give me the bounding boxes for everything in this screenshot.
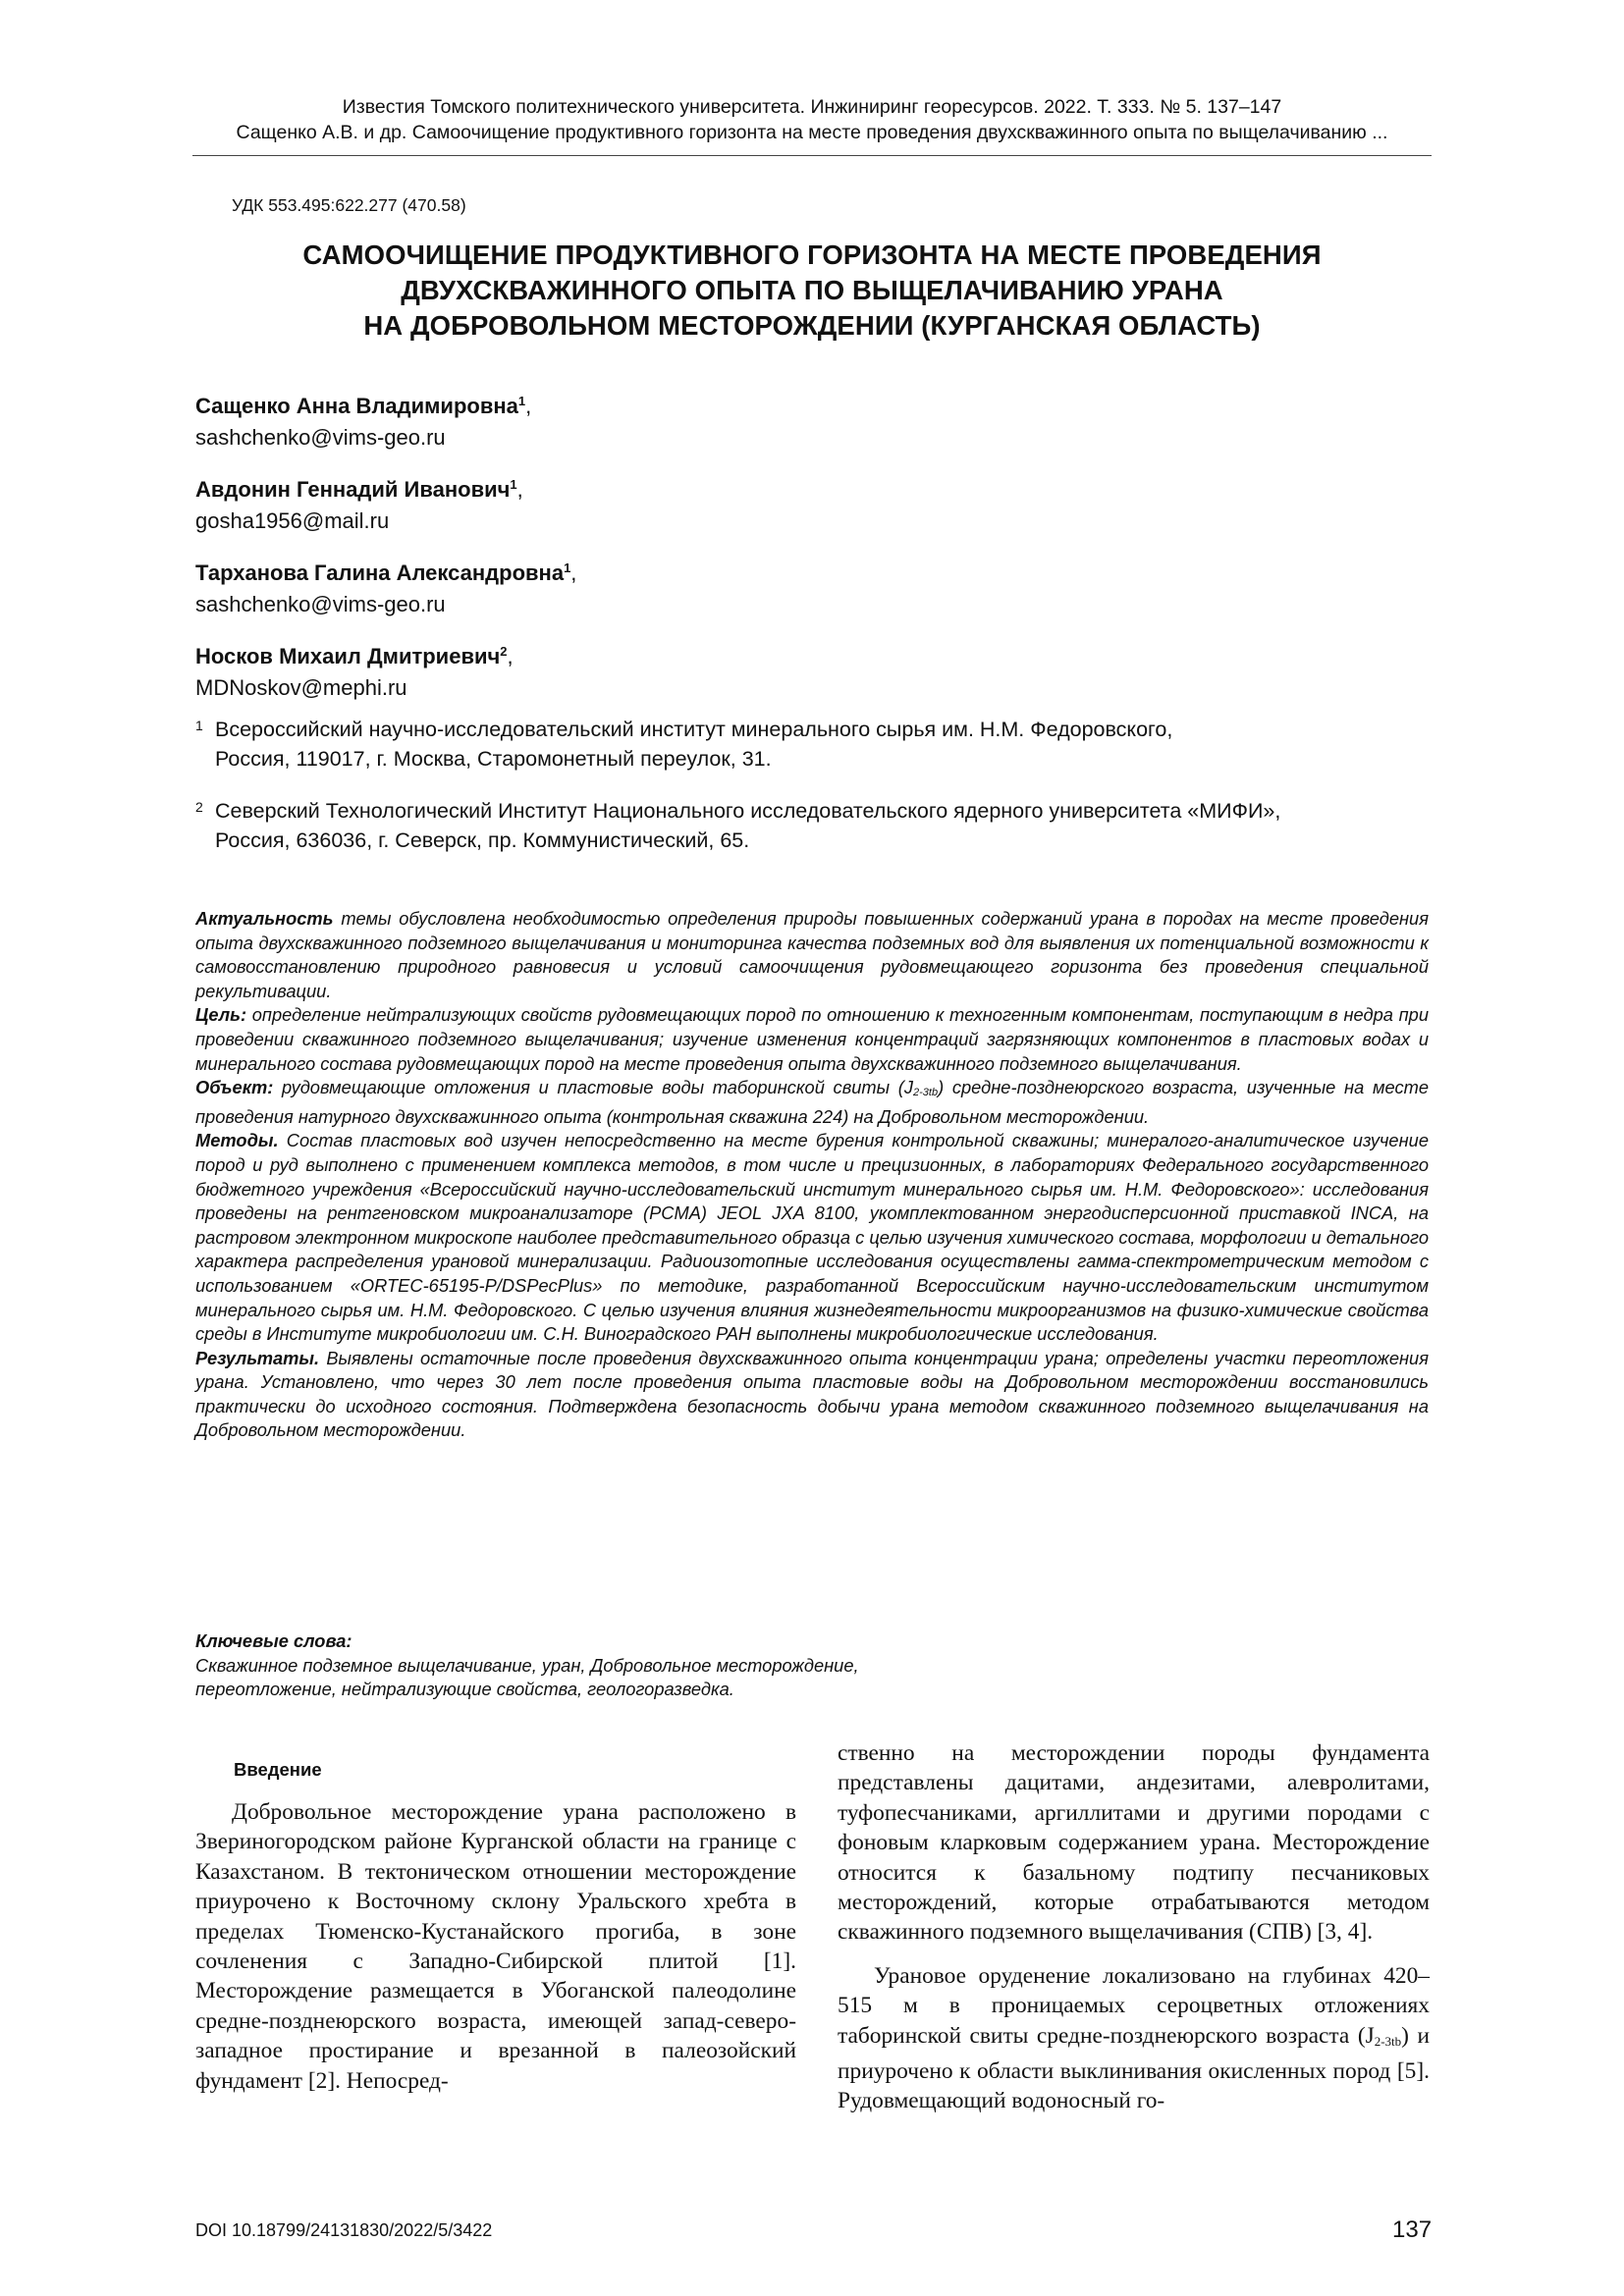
body-column-left xyxy=(195,1797,796,2096)
abstract-label: Цель: xyxy=(195,1004,247,1026)
abstract-results: Результаты. Выявлены остаточные после проведения двухскважинного опыта концентрации урана; определены участки переотложения урана. Установлено, что через 30 лет после проведения опыта пластовые воды на Добровольном месторождении восстановились практически до исходного состояния. Подтверждена безопасность добычи урана методом скважинного подземного выщелачивания на Добровольном месторождении. xyxy=(195,1347,1429,1441)
affiliation-entry xyxy=(195,796,1403,855)
affiliation-mark: 1 xyxy=(564,561,571,575)
paragraph: Урановое оруденение локализовано на глубинах 420–515 м в проницаемых сероцветных отложениях таборинской свиты средне-позднеюрского возраста $(J_{2-3tb})$ и приурочено к области выклинивания окисленных пород [5]. Рудовмещающий водоносный го- xyxy=(838,1962,1430,2114)
author-entry: Тарханова Галина Александровна$^1$, sashchenko@vims-geo.ru xyxy=(195,553,576,620)
section-heading: Введение xyxy=(234,1759,322,1780)
affiliation-line: Северский Технологический Институт Национального исследовательского ядерного университета «МИФИ», xyxy=(215,799,1281,823)
author-name: Авдонин Геннадий Иванович xyxy=(195,477,511,502)
affiliation-line: Россия, 119017, г. Москва, Старомонетный переулок, 31. xyxy=(215,747,772,771)
abstract xyxy=(195,907,1429,1443)
page-number: 137 xyxy=(1392,2216,1433,2243)
author-email[interactable]: sashchenko@vims-geo.ru xyxy=(195,425,446,450)
author-name: Сащенко Анна Владимировна xyxy=(195,394,518,418)
affiliation-line: Россия, 636036, г. Северск, пр. Коммунистический, 65. xyxy=(215,828,750,852)
keywords-line: переотложение, нейтрализующие свойства, геологоразведка. xyxy=(195,1679,734,1700)
keywords-line: Скважинное подземное выщелачивание, уран, Добровольное месторождение, xyxy=(195,1654,859,1676)
article-title xyxy=(192,238,1432,344)
abstract-label: Методы. xyxy=(195,1130,279,1151)
author-entry: Сащенко Анна Владимировна$^1$, sashchenko@vims-geo.ru xyxy=(195,386,531,454)
keywords-label: Ключевые слова: xyxy=(195,1630,352,1651)
abstract-label: Актуальность xyxy=(195,908,334,929)
abstract-aim: Цель: определение нейтрализующих свойств рудовмещающих пород по отношению к техногенным компонентам, поступающим в недра при проведении скважинного подземного выщелачивания; изучение изменения концентраций загрязняющих компонентов в пластовых водах и минерального состава рудовмещающих пород на месте проведения опыта двухскважинного подземного выщелачивания. xyxy=(195,1004,1429,1074)
affiliation-mark: 1 xyxy=(510,477,517,492)
doi[interactable]: DOI 10.18799/24131830/2022/5/3422 xyxy=(195,2220,493,2240)
abstract-object: Объект: рудовмещающие отложения и пластовые воды таборинской свиты $(J_{2-3tb})$ средне-позднеюрского возраста, изученные на месте проведения натурного двухскважинного опыта (контрольная скважина 224) на Добровольном месторождении. xyxy=(195,1077,1429,1127)
abstract-label: Объект: xyxy=(195,1077,274,1098)
title-line: ДВУХСКВАЖИННОГО ОПЫТА ПО ВЫЩЕЛАЧИВАНИЮ УРАНА xyxy=(401,275,1223,305)
abstract-label: Результаты. xyxy=(195,1347,320,1368)
affiliation-number: 1 xyxy=(195,718,203,733)
keywords xyxy=(195,1629,1275,1702)
abstract-relevance: Актуальность темы обусловлена необходимостью определения природы повышенных содержаний урана в породах на месте проведения опыта двухскважинного подземного выщелачивания и мониторинга качества подземных вод для выявления их потенциальной возможности к самовосстановлению природного равновесия и условий самоочищения рудовмещающего горизонта без проведения специальной рекультивации. xyxy=(195,908,1429,1001)
author-entry: Носков Михаил Дмитриевич$^2$, MDNoskov@mephi.ru xyxy=(195,636,514,704)
author-email[interactable]: MDNoskov@mephi.ru xyxy=(195,675,407,700)
title-line: САМООЧИЩЕНИЕ ПРОДУКТИВНОГО ГОРИЗОНТА НА МЕСТЕ ПРОВЕДЕНИЯ xyxy=(302,240,1322,270)
affiliation-mark: 1 xyxy=(517,394,526,408)
affiliation-mark: 2 xyxy=(500,644,508,659)
author-email[interactable]: sashchenko@vims-geo.ru xyxy=(195,592,446,616)
udk-code: УДК 553.495:622.277 (470.58) xyxy=(232,195,466,215)
journal-header-line2: Сащенко А.В. и др. Самоочищение продуктивного горизонта на месте проведения двухскважинного опыта по выщелачиванию ... xyxy=(236,122,1388,143)
paragraph: ственно на месторождении породы фундамента представлены дацитами, андезитами, алевролитами, туфопесчаниками, аргиллитами и другими породами с фоновым кларковым содержанием урана. Месторождение относится к базальному подтипу песчаниковых месторождений, которые отрабатываются методом скважинного подземного выщелачивания (СПВ) [3, 4]. xyxy=(838,1740,1430,1946)
affiliation-number: 2 xyxy=(195,799,203,815)
body-column-right xyxy=(838,1738,1430,2116)
paragraph: Добровольное месторождение урана расположено в Звериногородском районе Курганской области на границе с Казахстаном. В тектоническом отношении месторождение приурочено к Восточному склону Уральского хребта в пределах Тюменско-Кустанайского прогиба, в зоне сочленения с Западно-Сибирской плитой [1]. Месторождение размещается в Убоганской палеодолине средне-позднеюрского возраста, имеющей запад-северо-западное простирание и врезанной в палеозойский фундамент [2]. Непосред- xyxy=(195,1799,796,2094)
abstract-methods: Методы. Состав пластовых вод изучен непосредственно на месте бурения контрольной скважины; минералого-аналитическое изучение пород и руд выполнено с применением комплекса методов, в том числе и прецизионных, в лабораториях Федерального государственного бюджетного учреждения «Всероссийский научно-исследовательский институт минерального сырья им. Н.М. Федоровского»: исследования проведены на рентгеновском микроанализаторе (PCMA) JEOL JXA 8100, укомплектованном энергодисперсионной приставкой INCA, на растровом электронном микроскопе наиболее представительного образца с целью изучения химического состава, морфологии и детального характера распределения урановой минерализации. Радиоизотопные исследования осуществлены гамма-спектрометрическим методом с использованием «ORTEC-65195-P/DSPecPlus» по методике, разработанной Всероссийским научно-исследовательским институтом минерального сырья им. Н.М. Федоровского. С целью изучения влияния жизнедеятельности микроорганизмов на физико-химические свойства среды в Институте микробиологии им. С.Н. Виноградского РАН выполнены микробиологические исследования. xyxy=(195,1130,1429,1345)
header-rule xyxy=(192,155,1432,156)
author-entry: Авдонин Геннадий Иванович$^1$, gosha1956@mail.ru xyxy=(195,469,523,537)
affiliation-entry xyxy=(195,715,1403,774)
affiliation-line: Всероссийский научно-исследовательский институт минерального сырья им. Н.М. Федоровского, xyxy=(215,718,1173,741)
title-line: НА ДОБРОВОЛЬНОМ МЕСТОРОЖДЕНИИ (КУРГАНСКАЯ ОБЛАСТЬ) xyxy=(363,310,1261,341)
journal-header-line1: Известия Томского политехнического университета. Инжиниринг георесурсов. 2022. Т. 333. № 5. 137–147 xyxy=(342,96,1282,118)
author-name: Тарханова Галина Александровна xyxy=(195,561,565,585)
author-email[interactable]: gosha1956@mail.ru xyxy=(195,508,390,533)
author-name: Носков Михаил Дмитриевич xyxy=(195,644,501,668)
